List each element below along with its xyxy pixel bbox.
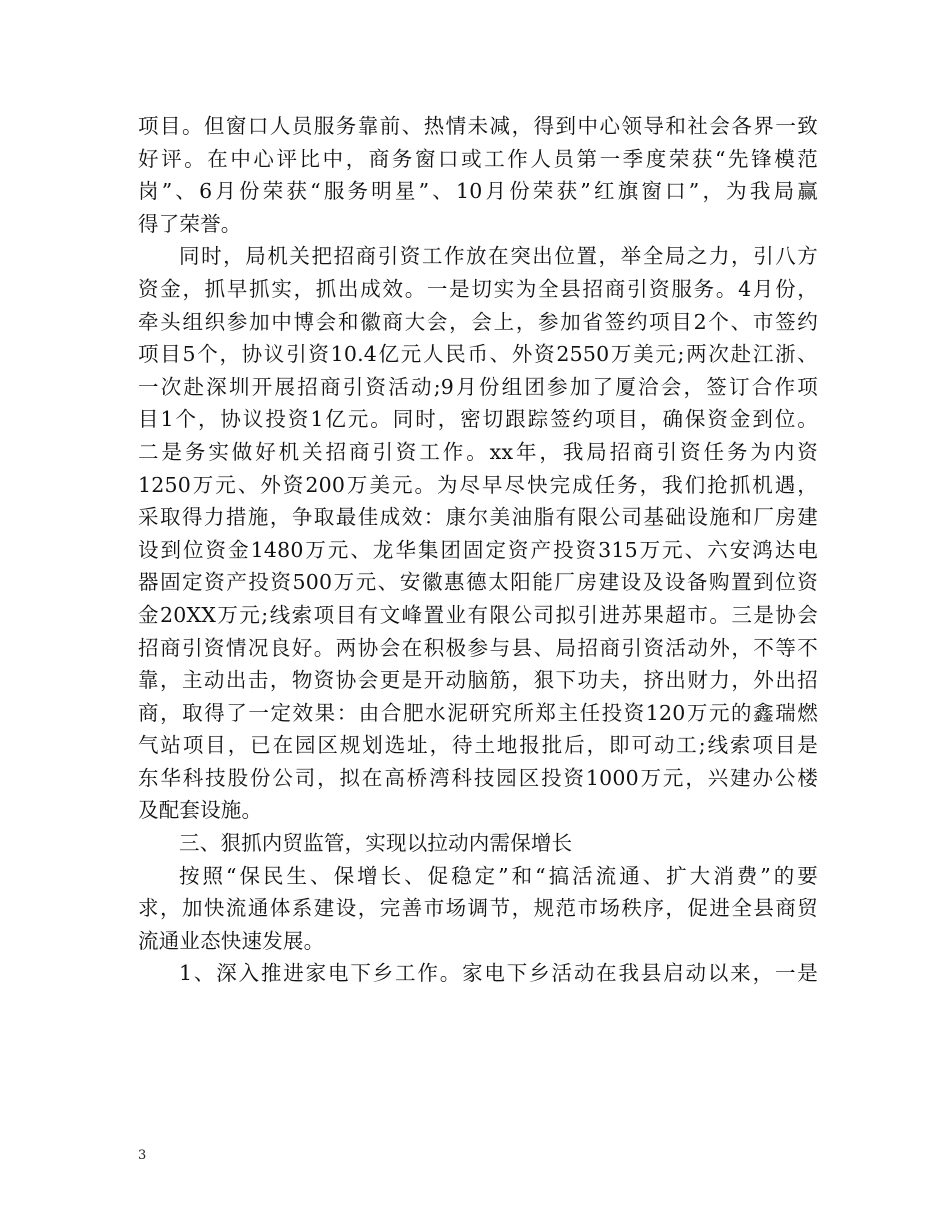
- text-line: 目1个，协议投资1亿元。同时，密切跟踪签约项目，确保资金到位。: [138, 407, 818, 432]
- text-line: 器固定资产投资500万元、安徽惠德太阳能厂房建设及设备购置到位资: [138, 570, 818, 595]
- text-line: 好评。在中心评比中，商务窗口或工作人员第一季度荣获“先锋模范: [138, 146, 818, 171]
- text-line: 得了荣誉。: [138, 211, 242, 236]
- text-line: 二是务实做好机关招商引资工作。xx年，我局招商引资任务为内资: [138, 439, 818, 464]
- text-line: 流通业态快速发展。: [138, 928, 325, 953]
- text-line: 气站项目，已在园区规划选址，待土地报批后，即可动工;线索项目是: [138, 733, 818, 758]
- text-line: 一次赴深圳开展招商引资活动;9月份组团参加了厦洽会，签订合作项: [138, 374, 818, 399]
- text-line: 东华科技股份公司，拟在高桥湾科技园区投资1000万元，兴建办公楼: [138, 765, 818, 790]
- text-line: 及配套设施。: [138, 798, 263, 823]
- text-line: 金20XX万元;线索项目有文峰置业有限公司拟引进苏果超市。三是协会: [138, 602, 818, 627]
- text-line: 招商引资情况良好。两协会在积极参与县、局招商引资活动外，不等不: [138, 635, 818, 660]
- text-line: 项目5个，协议引资10.4亿元人民币、外资2550万美元;两次赴江浙、: [138, 342, 818, 367]
- text-line: 项目。但窗口人员服务靠前、热情未减，得到中心领导和社会各界一致: [138, 114, 818, 138]
- text-line: 牵头组织参加中博会和徽商大会，会上，参加省签约项目2个、市签约: [138, 309, 818, 334]
- text-line: 岗”、6月份荣获“服务明星”、10月份荣获”红旗窗口”，为我局赢: [138, 179, 818, 204]
- text-line: 1250万元、外资200万美元。为尽早尽快完成任务，我们抢抓机遇，: [138, 472, 818, 497]
- text-line: 求，加快流通体系建设，完善市场调节，规范市场秩序，促进全县商贸: [138, 896, 818, 921]
- body-text: [138, 110, 818, 990]
- text-line: 采取得力措施，争取最佳成效：康尔美油脂有限公司基础设施和厂房建: [138, 505, 818, 530]
- text-line: 设到位资金1480万元、龙华集团固定资产投资315万元、六安鸿达电: [138, 537, 818, 562]
- page-number: 3: [138, 1148, 147, 1163]
- text-line: 按照“保民生、保增长、促稳定”和“搞活流通、扩大消费”的要: [179, 863, 818, 888]
- text-line: 资金，抓早抓实，抓出成效。一是切实为全县招商引资服务。4月份，: [138, 276, 818, 301]
- text-line: 同时，局机关把招商引资工作放在突出位置，举全局之力，引八方: [179, 244, 818, 269]
- text-line: 1、深入推进家电下乡工作。家电下乡活动在我县启动以来，一是: [179, 961, 818, 986]
- text-line: 靠，主动出击，物资协会更是开动脑筋，狠下功夫，挤出财力，外出招: [138, 668, 818, 693]
- text-line: 三、狠抓内贸监管，实现以拉动内需保增长: [179, 831, 573, 856]
- text-line: 商，取得了一定效果：由合肥水泥研究所郑主任投资120万元的鑫瑞燃: [138, 700, 818, 725]
